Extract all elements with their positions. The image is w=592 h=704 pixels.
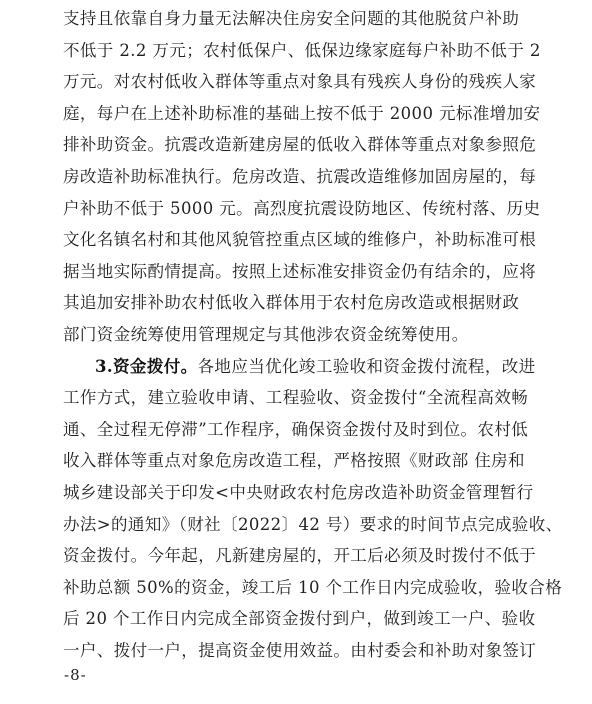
text-line: 一户、拨付一户，提高资金使用效益。由村委会和补助对象签订 <box>63 641 537 660</box>
text-line: 万元。对农村低收入群体等重点对象具有残疾人身份的残疾人家 <box>63 72 537 92</box>
text-line: 庭，每户在上述补助标准的基础上按不低于 2000 元标准增加安 <box>63 103 541 123</box>
page-number: -8- <box>64 666 87 684</box>
text-line: 办法>的通知》（财社〔2022〕42 号）要求的时间节点完成验收、 <box>63 514 563 534</box>
section-heading: 3.资金拨付。 <box>95 356 198 376</box>
text-line: 部门资金统筹使用管理规定与其他涉农资金统筹使用。 <box>63 325 469 344</box>
text-line: 房改造补助标准执行。危房改造、抗震改造维修加固房屋的，每 <box>63 167 537 186</box>
text-line: 户补助不低于 5000 元。高烈度抗震设防地区、传统村落、历史 <box>63 198 541 218</box>
text-line: 收入群体等重点对象危房改造工程，严格按照《财政部 住房和 <box>63 451 525 471</box>
text-line: 排补助资金。抗震改造新建房屋的低收入群体等重点对象参照危 <box>63 135 537 155</box>
text-line: 通、全过程无停滞”工作程序，确保资金拨付及时到位。农村低 <box>63 419 529 439</box>
text-line-rest: 各地应当优化竣工验收和资金拨付流程，改进 <box>197 356 536 376</box>
text-line: 补助总额 50%的资金，竣工后 10 个工作日内完成验收，验收合格 <box>63 577 563 597</box>
text-line: 城乡建设部关于印发<中央财政农村危房改造补助资金管理暂行 <box>63 483 534 502</box>
text-line: 其追加安排补助农村低收入群体用于农村危房改造或根据财政 <box>63 293 520 313</box>
text-line: 支持且依靠自身力量无法解决住房安全问题的其他脱贫户补助 <box>63 9 520 28</box>
text-line: 据当地实际酌情提高。按照上述标准安排资金仍有结余的，应将 <box>63 261 537 281</box>
text-line: 文化名镇名村和其他风貌管控重点区域的维修户，补助标准可根 <box>63 230 537 250</box>
paragraph-first-line <box>95 352 536 382</box>
text-line: 工作方式，建立验收申请、工程验收、资金拨付“全流程高效畅 <box>63 388 529 408</box>
text-line: 不低于 2.2 万元；农村低保户、低保边缘家庭每户补助不低于 2 <box>63 40 541 60</box>
text-line: 资金拨付。今年起，凡新建房屋的，开工后必须及时拨付不低于 <box>63 546 537 566</box>
text-line: 后 20 个工作日内完成全部资金拨付到户，做到竣工一户、验收 <box>63 609 536 629</box>
